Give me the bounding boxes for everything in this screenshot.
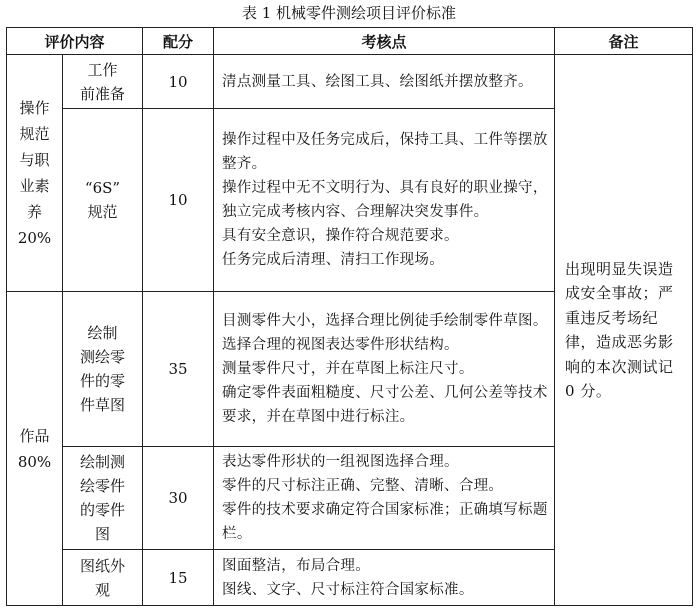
checkpoint-text: 操作过程中及任务完成后，保持工具、工件等摆放整齐。 [222, 132, 548, 172]
checkpoint-text: 表达零件形状的一组视图选择合理。 [222, 454, 459, 470]
note-cell: 出现明显失误造成安全事故；严重违反考场纪律，造成恶劣影响的本次测试记 0 分。 [555, 55, 693, 606]
checkpoint-text: 零件的尺寸标注正确、完整、清晰、合理。 [222, 478, 504, 494]
checkpoint-text: 确定零件表面粗糙度、尺寸公差、几何公差等技术要求，并在草图中进行标注。 [222, 385, 548, 425]
checkpoint-text: 图线、文字、尺寸标注符合国家标准。 [222, 581, 474, 598]
item-label: 工作 前准备 [80, 60, 126, 103]
points-cell [214, 109, 555, 292]
points-cell [214, 55, 555, 109]
checkpoint-text: 选择合理的视图表达零件形状结构。 [222, 337, 459, 353]
score-cell: 35 [143, 292, 214, 447]
table-row [7, 55, 693, 109]
category-label: 作品 80% [17, 426, 52, 471]
points-cell [214, 292, 555, 447]
score-cell: 10 [143, 109, 214, 292]
checkpoint-text: 图面整洁，布局合理。 [222, 557, 371, 574]
item-name-cell [63, 447, 143, 550]
evaluation-table [6, 27, 693, 606]
header-points: 考核点 [214, 28, 555, 55]
item-name-cell [63, 292, 143, 447]
score-cell: 15 [143, 550, 214, 606]
item-name-cell [63, 550, 143, 606]
header-notes: 备注 [555, 28, 693, 55]
points-cell [214, 550, 555, 606]
points-cell [214, 447, 555, 550]
category-cell [7, 292, 63, 606]
category-label: 操作 规范 与职 业素 养 20% [17, 99, 52, 247]
checkpoint-text: 清点测量工具、绘图工具、绘图纸并摆放整齐。 [222, 73, 533, 90]
checkpoint-text: 零件的技术要求确定符合国家标准；正确填写标题栏。 [222, 502, 548, 542]
checkpoint-text: 任务完成后清理、清扫工作现场。 [222, 252, 445, 268]
table-header-row [7, 28, 693, 55]
item-label: 绘制 测绘零 件的零 件草图 [80, 324, 126, 414]
item-name-cell [63, 109, 143, 292]
checkpoint-text: 操作过程中无不文明行为、具有良好的职业操守，独立完成考核内容、合理解决突发事件。 [222, 180, 548, 220]
header-score: 配分 [143, 28, 214, 55]
score-cell: 30 [143, 447, 214, 550]
category-cell [7, 55, 63, 292]
checkpoint-text: 目测零件大小，选择合理比例徒手绘制零件草图。 [222, 313, 548, 329]
item-name-cell [63, 55, 143, 109]
item-label: 图纸外 观 [80, 556, 126, 599]
header-content: 评价内容 [7, 28, 143, 55]
item-label: “6S” 规范 [84, 179, 121, 221]
checkpoint-text: 具有安全意识，操作符合规范要求。 [222, 228, 459, 244]
score-cell: 10 [143, 55, 214, 109]
item-label: 绘制测 绘零件 的零件 图 [80, 453, 126, 543]
checkpoint-text: 测量零件尺寸，并在草图上标注尺寸。 [222, 361, 474, 377]
table-caption: 表 1 机械零件测绘项目评价标准 [241, 4, 457, 22]
